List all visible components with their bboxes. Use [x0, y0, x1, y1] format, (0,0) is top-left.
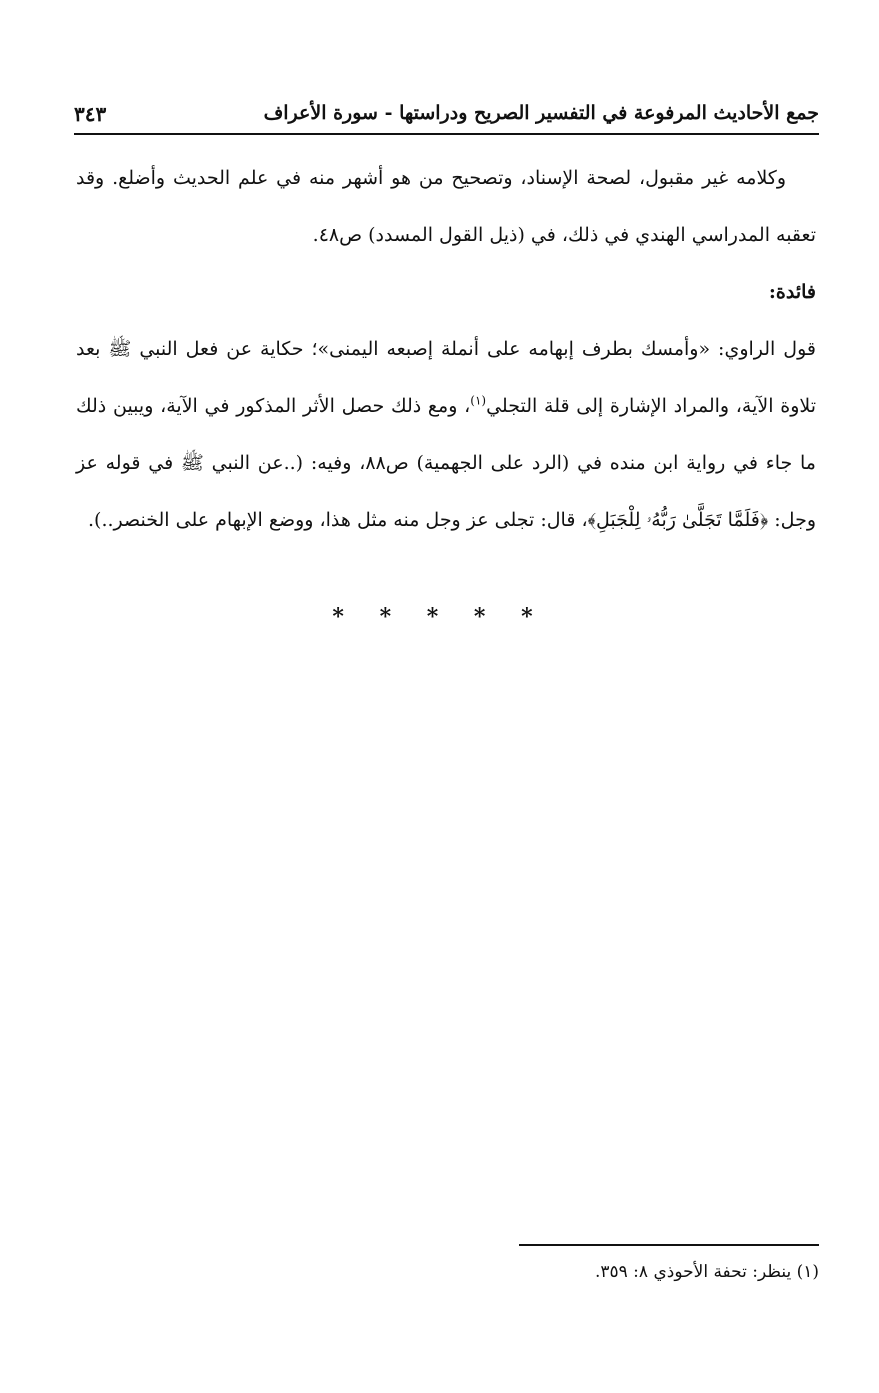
paragraph-1: وكلامه غير مقبول، لصحة الإسناد، وتصحيح من هو أشهر منه في علم الحديث وأضلع. وقد تعقبه المدراسي الهندي في ذلك، في (ذيل القول المسدد) ص٤٨. [76, 167, 816, 246]
paragraph-2-text-b: ، ومع ذلك حصل الأثر المذكور في الآية، ويبين ذلك ما جاء في رواية ابن منده في (الرد على الجهمية) ص٨٨، وفيه: (..عن النبي ﷺ في قوله عز وجل: ﴿فَلَمَّا تَجَلَّىٰ رَبُّهُۥ لِلْجَبَلِ﴾، قال: تجلى عز وجل منه مثل هذا، ووضع الإبهام على الخنصر..). [76, 395, 816, 531]
header-rule [74, 133, 819, 135]
header-title: جمع الأحاديث المرفوعة في التفسير الصريح ودراستها - سورة الأعراف [263, 102, 819, 124]
paragraph-2-text-a: قول الراوي: «وأمسك بطرف إبهامه على أنملة إصبعه اليمنى»؛ حكاية عن فعل النبي ﷺ بعد تلاوة الآية، والمراد الإشارة إلى قلة التجلي [76, 338, 816, 417]
section-divider: * * * * * [332, 604, 547, 630]
footnote-reference: (١) [470, 393, 487, 408]
benefit-heading: فائدة: [768, 281, 816, 303]
footnote-1: (١) ينظر: تحفة الأحوذي ٨: ٣٥٩. [594, 1262, 819, 1282]
paragraph-2 [76, 321, 816, 549]
footnote-rule [519, 1244, 819, 1246]
page-number: ٣٤٣ [74, 102, 107, 126]
running-header [74, 100, 819, 132]
body-text [76, 150, 816, 549]
